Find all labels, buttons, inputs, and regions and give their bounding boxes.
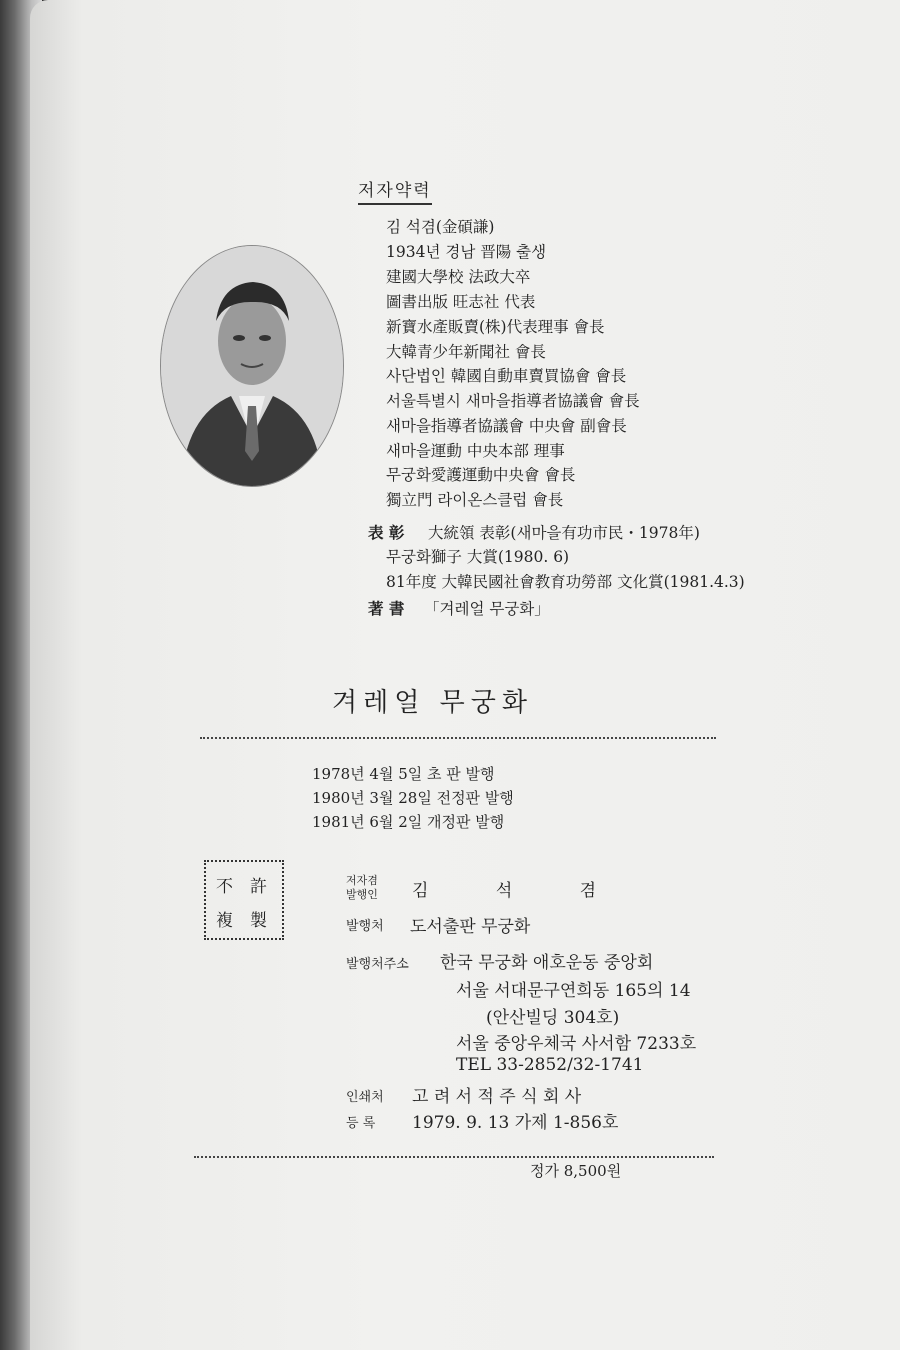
history-line: 1980년 3월 28일 전정판 발행	[312, 789, 514, 807]
author-portrait	[160, 245, 344, 487]
stamp-char: 製	[250, 911, 267, 931]
address-line: TEL 33-2852/32-1741	[456, 1055, 644, 1075]
author-label: 발행인	[346, 888, 378, 901]
bio-line: 새마을指導者協議會 中央會 副會長	[386, 417, 627, 435]
printer-label: 인쇄처	[346, 1090, 384, 1105]
divider-dotted	[194, 1156, 714, 1158]
stamp-char: 不	[216, 877, 233, 897]
bio-line: 김 석겸(金碩謙)	[386, 218, 495, 236]
awards-label: 表 彰	[368, 523, 405, 542]
address-line: 한국 무궁화 애호운동 중앙회	[440, 953, 654, 973]
bio-line: 서울특별시 새마을指導者協議會 會長	[386, 392, 640, 410]
address-label: 발행처주소	[346, 957, 409, 972]
bio-line: 新寶水產販賣(株)代表理事 會長	[386, 318, 605, 336]
publisher-name: 도서출판 무궁화	[410, 917, 531, 937]
bio-line: 무궁화愛護運動中央會 會長	[386, 466, 576, 484]
history-line: 1978년 4월 5일 초 판 발행	[312, 765, 495, 783]
book-page	[30, 0, 900, 1350]
registration-value: 1979. 9. 13 가제 1-856호	[412, 1113, 619, 1133]
address-line: 서울 서대문구연희동 165의 14	[456, 981, 691, 1001]
bio-line: 새마을運動 中央本部 理事	[386, 442, 565, 460]
books-label: 著 書	[368, 599, 405, 618]
no-copy-stamp	[204, 860, 284, 940]
address-line: (안산빌딩 304호)	[486, 1008, 620, 1028]
history-line: 1981년 6월 2일 개정판 발행	[312, 813, 505, 831]
registration-label: 등 록	[346, 1116, 376, 1131]
address-line: 서울 중앙우체국 사서함 7233호	[456, 1034, 697, 1054]
bio-line: 1934년 경남 晋陽 출생	[386, 243, 547, 261]
bio-line: 사단법인 韓國自動車賣買協會 會長	[386, 367, 627, 385]
price: 정가 8,500원	[530, 1162, 622, 1180]
publisher-label: 발행처	[346, 919, 384, 934]
printer-name: 고 려 서 적 주 식 회 사	[412, 1087, 582, 1107]
author-name: 김 석 겸	[412, 881, 597, 901]
author-profile-heading: 저자약력	[358, 176, 432, 205]
stamp-char: 複	[216, 911, 233, 931]
award-line: 大統領 表彰(새마을有功市民・1978年)	[428, 524, 700, 542]
bio-line: 圖書出版 旺志社 代表	[386, 293, 536, 311]
award-line: 81年度 大韓民國社會教育功勞部 文化賞(1981.4.3)	[386, 573, 745, 591]
bio-line: 大韓青少年新聞社 會長	[386, 343, 546, 361]
stamp-char: 許	[250, 877, 267, 897]
author-label: 저자겸	[346, 874, 378, 887]
bio-line: 獨立門 라이온스클럽 會長	[386, 491, 564, 509]
books-value: 「겨레얼 무궁화」	[424, 600, 550, 618]
award-line: 무궁화獅子 大賞(1980. 6)	[386, 548, 570, 566]
book-title: 겨레얼 무궁화	[332, 688, 533, 718]
divider-dotted	[200, 737, 716, 739]
bio-line: 建國大學校 法政大卒	[386, 268, 531, 286]
